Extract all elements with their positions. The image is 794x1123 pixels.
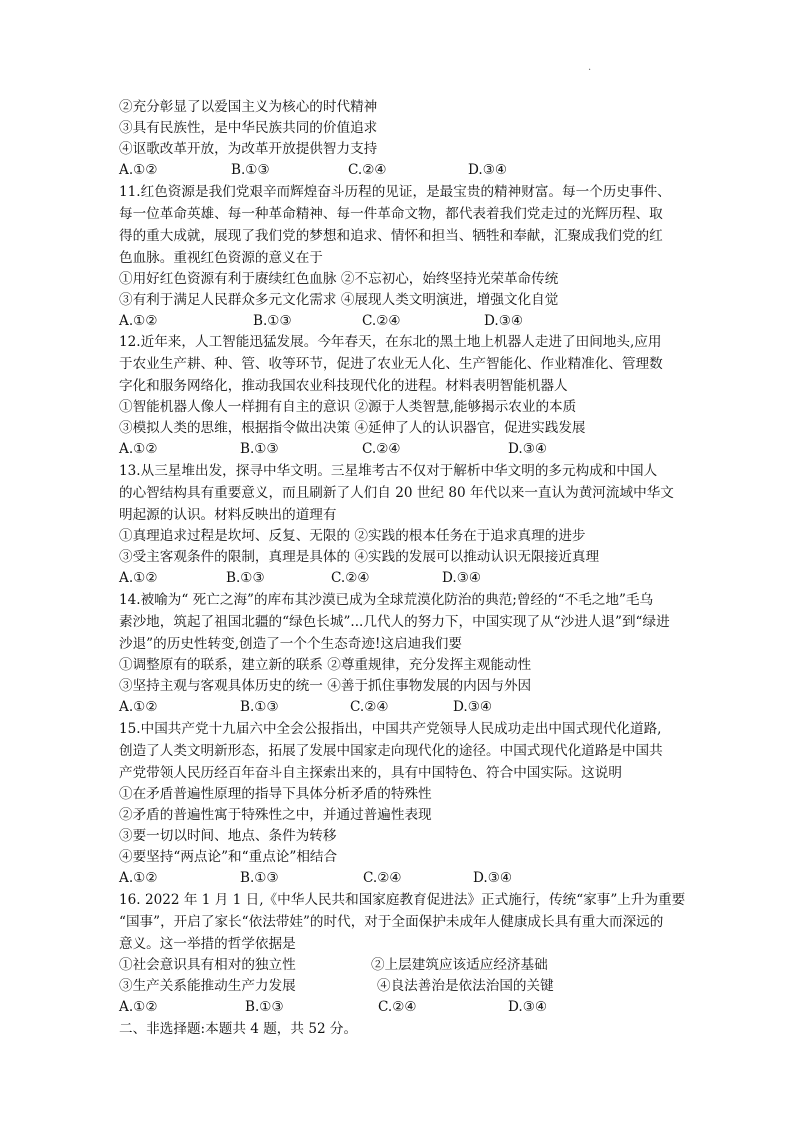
q14-statements-1-2: ①调整原有的联系，建立新的联系 ②尊重规律，充分发挥主观能动性 [119, 657, 532, 673]
option-a[interactable]: A.①② [119, 699, 158, 715]
option-b[interactable]: B.①③ [253, 313, 292, 329]
option-b[interactable]: B.①③ [240, 441, 279, 457]
option-a[interactable]: A.①② [119, 870, 158, 886]
q11-stem-line-2: 每一位革命英雄、每一种革命精神、每一件革命文物，都代表着我们党走过的光辉历程、取 [119, 206, 663, 222]
q11-stem-line-3: 得的重大成就，展现了我们党的梦想和追求、情怀和担当、牺牲和奉献，汇聚成我们党的红 [119, 228, 663, 244]
option-d[interactable]: D.③④ [508, 999, 548, 1015]
option-a[interactable]: A.①② [119, 162, 158, 178]
q16-stem-line-3: 意义。这一举措的哲学依据是 [119, 936, 296, 952]
option-a[interactable]: A.①② [119, 570, 158, 586]
q13-stem-line-3: 明起源的认识。材料反映出的道理有 [119, 507, 337, 523]
option-d[interactable]: D.③④ [473, 870, 513, 886]
q10-statement-4: ④讴歌改革开放，为改革开放提供智力支持 [119, 141, 378, 157]
q13-stem-line-1: 13.从三星堆出发，探寻中华文明。三星堆考古不仅对于解析中华文明的多元构成和中国人 [119, 463, 658, 479]
option-a[interactable]: A.①② [119, 999, 158, 1015]
option-d[interactable]: D.③④ [484, 313, 524, 329]
option-a[interactable]: A.①② [119, 313, 158, 329]
q15-stem-line-2: 创造了人类文明新形态，拓展了发展中国家走向现代化的途径。中国式现代化道路是中国共 [119, 743, 663, 759]
q13-statements-1-2: ①真理追求过程是坎坷、反复、无限的 ②实践的根本任务在于追求真理的进步 [119, 528, 586, 544]
option-b[interactable]: B.①③ [231, 162, 270, 178]
q11-statements-1-2: ①用好红色资源有利于赓续红色血脉 ②不忘初心，始终坚持光荣革命传统 [119, 271, 559, 287]
option-c[interactable]: C.②④ [350, 699, 389, 715]
q11-stem-line-4: 色血脉。重视红色资源的意义在于 [119, 250, 323, 266]
q11-stem-line-1: 11.红色资源是我们党艰辛而辉煌奋斗历程的见证，是最宝贵的精神财富。每一个历史事件、 [119, 184, 671, 200]
q15-statement-3: ③要一切以时间、地点、条件为转移 [119, 828, 337, 844]
option-d[interactable]: D.③④ [468, 162, 508, 178]
q10-statement-2: ②充分彰显了以爱国主义为核心的时代精神 [119, 99, 378, 115]
q14-statements-3-4: ③坚持主观与客观具体历史的统一 ④善于抓住事物发展的内因与外因 [119, 678, 532, 694]
statement-2: ②上层建筑应该适应经济基础 [371, 957, 548, 973]
option-c[interactable]: C.②④ [331, 570, 370, 586]
q14-stem-line-1: 14.被喻为“ 死亡之海”的库布其沙漠已成为全球荒漠化防治的典范;曾经的“不毛之地”毛乌 [119, 592, 654, 608]
option-c[interactable]: C.②④ [378, 999, 417, 1015]
page-mark: . [588, 62, 592, 73]
q16-stem-line-1: 16. 2022 年 1 月 1 日,《中华人民共和国家庭教育促进法》正式施行，传统“家事”上升为重要 [119, 892, 686, 908]
option-c[interactable]: C.②④ [362, 313, 401, 329]
q13-statements-3-4: ③受主客观条件的限制，真理是具体的 ④实践的发展可以推动认识无限接近真理 [119, 549, 600, 565]
option-d[interactable]: D.③④ [508, 441, 548, 457]
q14-stem-line-2: 素沙地，筑起了祖国北疆的“绿色长城”...几代人的努力下，中国实现了从“沙进人退”到“绿进 [119, 614, 670, 630]
q12-statements-1-2: ①智能机器人像人一样拥有自主的意识 ②源于人类智慧,能够揭示农业的本质 [119, 399, 577, 415]
q16-stem-line-2: “国事”，开启了家长“依法带娃”的时代，对于全面保护未成年人健康成长具有重大而深远的 [119, 914, 664, 930]
q11-statements-3-4: ③有利于满足人民群众多元文化需求 ④展现人类文明演进，增强文化自觉 [119, 292, 559, 308]
q12-stem-line-2: 于农业生产耕、种、管、收等环节，促进了农业无人化、生产智能化、作业精准化、管理数 [119, 356, 663, 372]
statement-1: ①社会意识具有相对的独立性 [119, 957, 296, 973]
option-d[interactable]: D.③④ [442, 570, 482, 586]
q12-statements-3-4: ③模拟人类的思维，根据指令做出决策 ④延伸了人的认识器官，促进实践发展 [119, 420, 586, 436]
option-d[interactable]: D.③④ [453, 699, 493, 715]
option-b[interactable]: B.①③ [240, 699, 279, 715]
option-b[interactable]: B.①③ [226, 570, 265, 586]
statement-3: ③生产关系能推动生产力发展 [119, 978, 296, 994]
option-c[interactable]: C.②④ [348, 162, 387, 178]
option-c[interactable]: C.②④ [363, 870, 402, 886]
q13-stem-line-2: 的心智结构具有重要意义，而且刷新了人们自 20 世纪 80 年代以来一直认为黄河流域中华文 [119, 485, 674, 501]
q15-statement-4: ④要坚持“两点论”和“重点论”相结合 [119, 849, 338, 865]
q15-statement-2: ②矛盾的普遍性寓于特殊性之中，并通过普遍性表现 [119, 807, 432, 823]
option-b[interactable]: B.①③ [240, 870, 279, 886]
section-two-heading: 二、非选择题:本题共 4 题，共 52 分。 [119, 1021, 358, 1037]
q15-statement-1: ①在矛盾普遍性原理的指导下具体分析矛盾的特殊性 [119, 786, 432, 802]
option-b[interactable]: B.①③ [245, 999, 284, 1015]
q15-stem-line-1: 15.中国共产党十九届六中全会公报指出，中国共产党领导人民成功走出中国式现代化道路, [119, 721, 662, 737]
option-c[interactable]: C.②④ [362, 441, 401, 457]
q14-stem-line-3: 沙退”的历史性转变,创造了一个个生态奇迹!这启迪我们要 [119, 636, 462, 652]
q12-stem-line-1: 12.近年来，人工智能迅猛发展。今年春天，在东北的黑土地上机器人走进了田间地头,应用 [119, 334, 662, 350]
statement-4: ④良法善治是依法治国的关键 [377, 978, 554, 994]
q10-statement-3: ③具有民族性，是中华民族共同的价值追求 [119, 120, 378, 136]
q12-stem-line-3: 字化和服务网络化，推动我国农业科技现代化的进程。材料表明智能机器人 [119, 378, 568, 394]
option-a[interactable]: A.①② [119, 441, 158, 457]
q15-stem-line-3: 产党带领人民历经百年奋斗自主探索出来的，具有中国特色、符合中国实际。这说明 [119, 765, 622, 781]
